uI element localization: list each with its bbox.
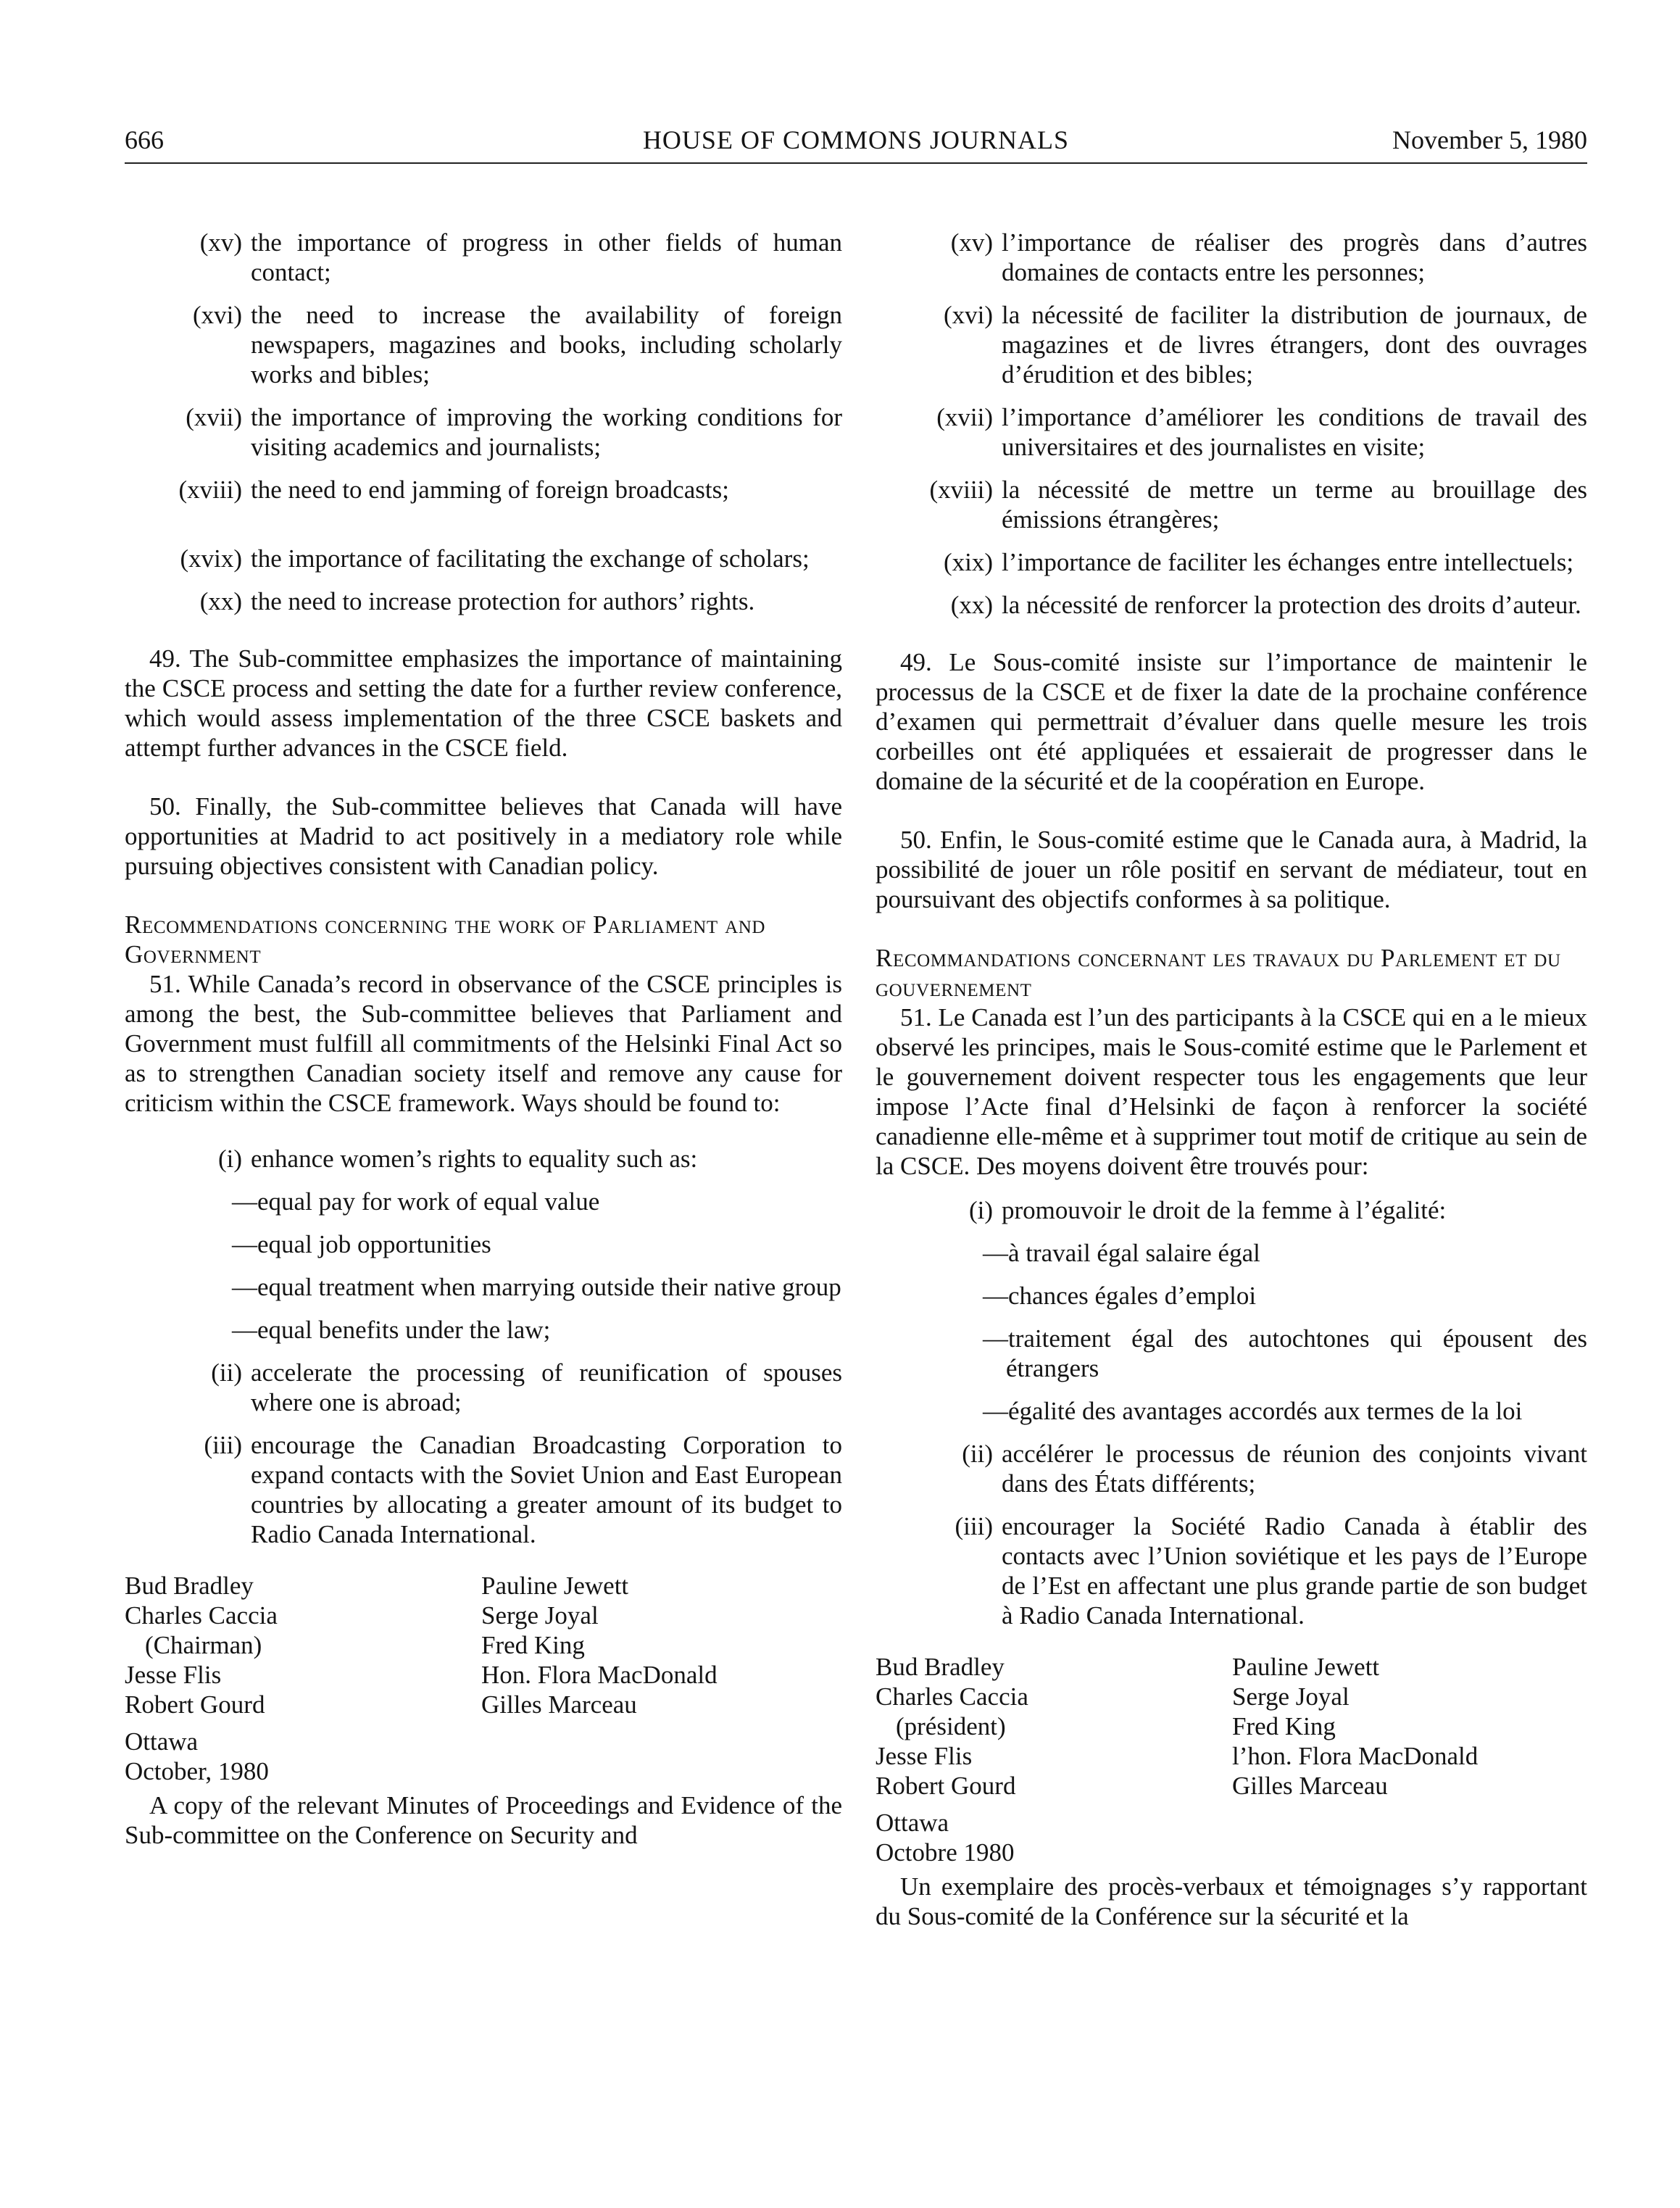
recommendation-item: (iii) encourager la Société Radio Canada à établir des contacts avec l’Union soviétique et les pays de l’Europe de l’Est en affectant une plus grande partie de son budget à Radio Canada International. — [955, 1512, 1587, 1630]
signatories — [876, 1652, 1587, 1801]
date: Octobre 1980 — [876, 1838, 1015, 1867]
closing-paragraph: A copy of the relevant Minutes of Proceedings and Evidence of the Sub-committee on the Conference on Security and — [125, 1791, 842, 1849]
paragraph-51: 51. While Canada’s record in observance of the CSCE principles is among the best, the Sub-committee believes that Parliament and Government must fulfill all commitments of the Helsinki Final Act so as to strengthen Canadian society itself and remove any cause for criticism within the CSCE framework. Ways should be found to: — [125, 970, 842, 1117]
list-item: (xvi) the need to increase the availability of foreign newspapers, magazines and books, including scholarly works and bibles; — [192, 301, 842, 389]
signatory: Serge Joyal — [1232, 1682, 1350, 1711]
dash-item: —equal job opportunities — [232, 1230, 491, 1258]
list-item: (xix) l’importance de faciliter les échanges entre intellectuels; — [943, 548, 1574, 576]
dash-item: —equal benefits under the law; — [232, 1316, 551, 1344]
signatory: Robert Gourd — [125, 1690, 265, 1719]
signatory: Serge Joyal — [481, 1601, 599, 1630]
place-date — [876, 1808, 1587, 1867]
closing-paragraph: Un exemplaire des procès-verbaux et témoignages s’y rapportant du Sous-comité de la Conférence sur la sécurité et la — [876, 1872, 1587, 1930]
list-item: (xv) the importance of progress in other fields of human contact; — [199, 228, 842, 286]
list-item: (xvii) the importance of improving the working conditions for visiting academics and journalists; — [186, 403, 842, 461]
paragraph-50: 50. Finally, the Sub-committee believes that Canada will have opportunities at Madrid to act positively in a mediatory role while pursuing objectives consistent with Canadian policy. — [125, 792, 842, 880]
signatory: Robert Gourd — [876, 1772, 1016, 1800]
signatory-role: (président) — [896, 1712, 1006, 1740]
journal-title: HOUSE OF COMMONS JOURNALS — [642, 125, 1070, 154]
signatory-role: (Chairman) — [145, 1631, 262, 1659]
recommendation-item: (ii) accelerate the processing of reunification of spouses where one is abroad; — [211, 1358, 842, 1416]
dash-item: —equal pay for work of equal value — [232, 1187, 600, 1216]
date: October, 1980 — [125, 1757, 269, 1785]
section-heading: Recommendations concerning the work of Parliament and Government — [125, 910, 766, 968]
french-column — [876, 228, 1587, 1931]
recommendation-item: (i) enhance women’s rights to equality such as: — [217, 1145, 698, 1173]
dash-item: —chances égales d’emploi — [983, 1282, 1257, 1310]
recommendation-item: (i) promouvoir le droit de la femme à l’égalité: — [968, 1196, 1447, 1224]
recommendation-item: (ii) accélérer le processus de réunion des conjoints vivant dans des États différents; — [962, 1440, 1587, 1498]
paragraph-49: 49. The Sub-committee emphasizes the importance of maintaining the CSCE process and setting the date for a further review conference, which would assess implementation of the three CSCE baskets and attempt further advances in the CSCE field. — [125, 644, 842, 762]
paragraph-49: 49. Le Sous-comité insiste sur l’importance de maintenir le processus de la CSCE et de fixer la date de la prochaine conférence d’examen qui permettrait d’évaluer dans quelle mesure les trois corbeilles ont été appliquées et essaierait de progresser dans le domaine de la sécurité et de la coopération en Europe. — [876, 648, 1587, 795]
paragraph-50: 50. Enfin, le Sous-comité estime que le Canada aura, à Madrid, la possibilité de jouer un rôle positif en servant de médiateur, tout en poursuivant des objectifs conformes à sa politique. — [876, 826, 1587, 913]
signatory: Fred King — [481, 1631, 585, 1659]
place-date — [125, 1727, 842, 1786]
list-item: (xvii) l’importance d’améliorer les conditions de travail des universitaires et des journalistes en visite; — [936, 403, 1587, 461]
dash-item: —égalité des avantages accordés aux termes de la loi — [983, 1397, 1523, 1425]
signatory: Bud Bradley — [876, 1653, 1005, 1681]
list-item: (xvix) the importance of facilitating the exchange of scholars; — [180, 544, 810, 573]
signatory: Hon. Flora MacDonald — [481, 1661, 718, 1689]
signatories — [125, 1571, 842, 1719]
place: Ottawa — [876, 1809, 949, 1837]
list-item: (xx) the need to increase protection for authors’ rights. — [199, 587, 755, 615]
signatory: Charles Caccia — [876, 1682, 1028, 1711]
signatory: Jesse Flis — [125, 1661, 222, 1689]
section-heading: Recommandations concernant les travaux du Parlement et du gouvernement — [876, 944, 1561, 1002]
list-item: (xviii) la nécessité de mettre un terme au brouillage des émissions étrangères; — [929, 476, 1587, 534]
signatory: Gilles Marceau — [481, 1690, 637, 1719]
signatory: Pauline Jewett — [1232, 1653, 1380, 1681]
list-item: (xv) l’importance de réaliser des progrès dans d’autres domaines de contacts entre les personnes; — [950, 228, 1587, 286]
english-column — [125, 228, 842, 1850]
list-item: (xvi) la nécessité de faciliter la distribution de journaux, de magazines et de livres étrangers, dont des ouvrages d’érudition et des bibles; — [943, 301, 1587, 389]
list-item: (xx) la nécessité de renforcer la protection des droits d’auteur. — [950, 591, 1581, 619]
journal-date: November 5, 1980 — [1392, 125, 1587, 154]
signatory: Charles Caccia — [125, 1601, 278, 1630]
signatory: l’hon. Flora MacDonald — [1232, 1742, 1479, 1770]
dash-item: —traitement égal des autochtones qui épousent des étrangers — [983, 1324, 1587, 1382]
list-item: (xviii) the need to end jamming of foreign broadcasts; — [178, 476, 729, 504]
signatory: Fred King — [1232, 1712, 1336, 1740]
paragraph-51: 51. Le Canada est l’un des participants à la CSCE qui en a le mieux observé les principes, mais le Sous-comité estime que le Parlement et le gouvernement doivent respecter tous les engagements que leur impose l’Acte final d’Helsinki de façon à renforcer la société canadienne elle-même et à supprimer tout motif de critique au sein de la CSCE. Des moyens doivent être trouvés pour: — [876, 1003, 1587, 1180]
recommendation-item: (iii) encourage the Canadian Broadcasting Corporation to expand contacts with the Soviet Union and East European countries by allocating a greater amount of its budget to Radio Canada International. — [204, 1431, 842, 1548]
dash-item: —equal treatment when marrying outside their native group — [232, 1273, 841, 1301]
signatory: Jesse Flis — [876, 1742, 973, 1770]
page-number: 666 — [125, 125, 164, 154]
signatory: Bud Bradley — [125, 1572, 254, 1600]
dash-item: —à travail égal salaire égal — [983, 1239, 1260, 1267]
place: Ottawa — [125, 1727, 199, 1756]
signatory: Gilles Marceau — [1232, 1772, 1388, 1800]
signatory: Pauline Jewett — [481, 1572, 629, 1600]
page-header — [125, 122, 1587, 164]
